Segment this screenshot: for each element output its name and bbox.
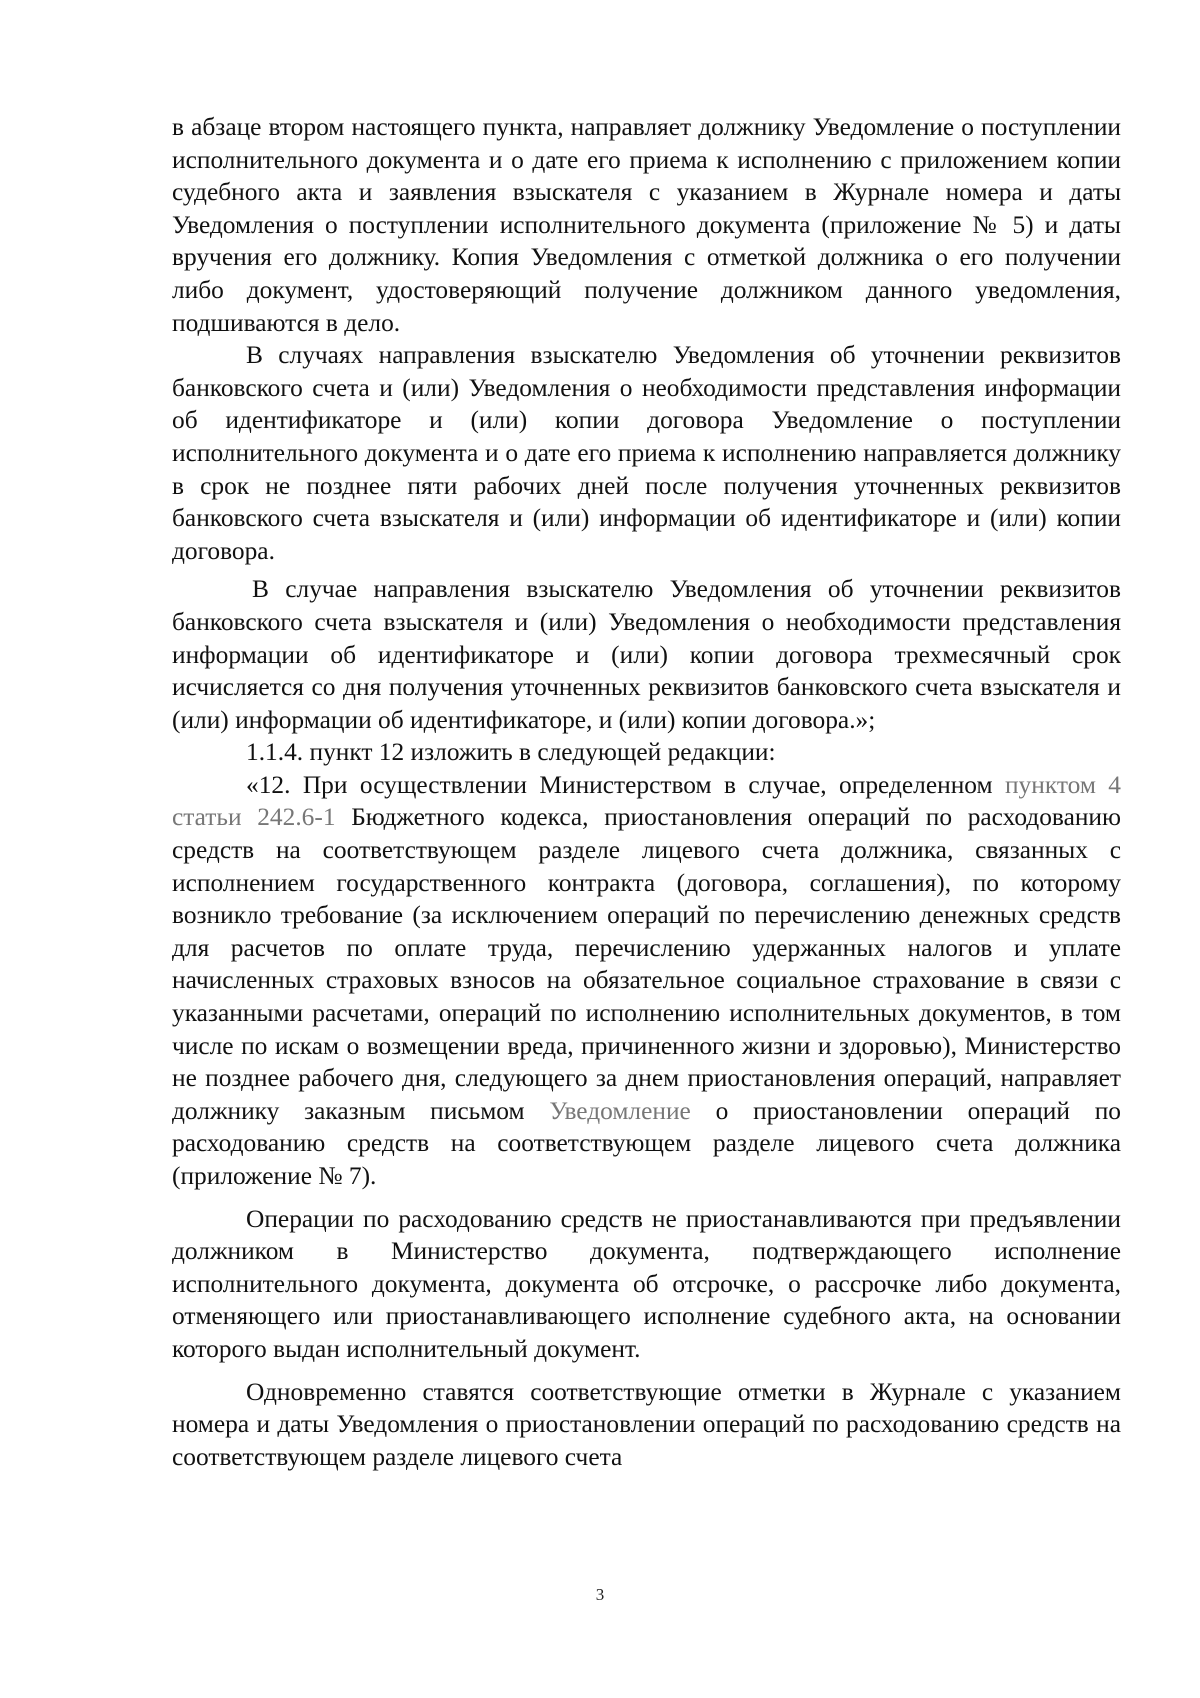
paragraph-clarification-cases: В случаях направления взыскателю Уведомления об уточнении реквизитов банковского счета и (или) Уведомления о необходимости представления информации об идентификаторе и (или) копии договора Уведомление о поступлении исполнительного документа и о дате его приема к исполнению направляется должнику в срок не позднее пяти рабочих дней после получения уточненных реквизитов банковского счета взыскателя и (или) информации об идентификаторе и (или) копии договора. — [172, 341, 1121, 565]
page-number: 3 — [595, 1585, 605, 1604]
paragraph-notification-sent: в абзаце втором настоящего пункта, направляет должнику Уведомление о поступлении исполнительного документа и о дате его приема к исполнению с приложением копии судебного акта и заявления взыскателя с указанием в Журнале номера и даты Уведомления о поступлении исполнительного документа (приложение № 5) и даты вручения его должнику. Копия Уведомления с отметкой должника о его получении либо документ, удостоверяющий получение должником данного уведомления, подшиваются в дело. — [172, 113, 1121, 337]
notification-word: Уведомление — [549, 1096, 691, 1125]
paragraph-item-12 — [172, 769, 1121, 1193]
item-12-opening-text: «12. При осуществлении Министерством в случае, определенном — [246, 770, 1005, 799]
paragraph-three-month-term: В случае направления взыскателю Уведомления об уточнении реквизитов банковского счета взыскателя и (или) Уведомления о необходимости представления информации об идентификаторе и (или) копии договора трехмесячный срок исчисляется со дня получения уточненных реквизитов банковского счета взыскателя и (или) информации об идентификаторе, и (или) копии договора.»; — [172, 575, 1121, 734]
budget-code-article-reference: пунктом 4 статьи 242.6-1 — [172, 770, 1121, 832]
paragraph-operations-not-suspended: Операции по расходованию средств не приостанавливаются при предъявлении должником в Министерство документа, подтверждающего исполнение исполнительного документа, документа об отсрочке, о рассрочке либо документа, отменяющего или приостанавливающего исполнение судебного акта, на основании которого выдан исполнительный документ. — [172, 1204, 1121, 1363]
document-body — [172, 111, 1121, 1473]
paragraph-journal-marks: Одновременно ставятся соответствующие отметки в Журнале с указанием номера и даты Уведомления о приостановлении операций по расходованию средств на соответствующем разделе лицевого счета — [172, 1377, 1121, 1471]
item-12-main-text: Бюджетного кодекса, приостановления операций по расходованию средств на соответствующем разделе лицевого счета должника, связанных с исполнением государственного контракта (договора, соглашения), по которому возникло требование (за исключением операций по перечислению денежных средств для расчетов по оплате труда, перечислению удержанных налогов и уплате начисленных страховых взносов на обязательное социальное страхование в связи с указанными расчетами, операций по исполнению исполнительных документов, в том числе по искам о возмещении вреда, причиненного жизни и здоровью), Министерство не позднее рабочего дня, следующего за днем приостановления операций, направляет должнику заказным письмом — [172, 803, 1121, 1125]
item-12-closing-text: о приостановлении операций по расходованию средств на соответствующем разделе лицевого счета должника (приложение № 7). — [172, 1096, 1121, 1190]
paragraph-item-1-1-4: 1.1.4. пункт 12 изложить в следующей редакции: — [246, 738, 776, 767]
